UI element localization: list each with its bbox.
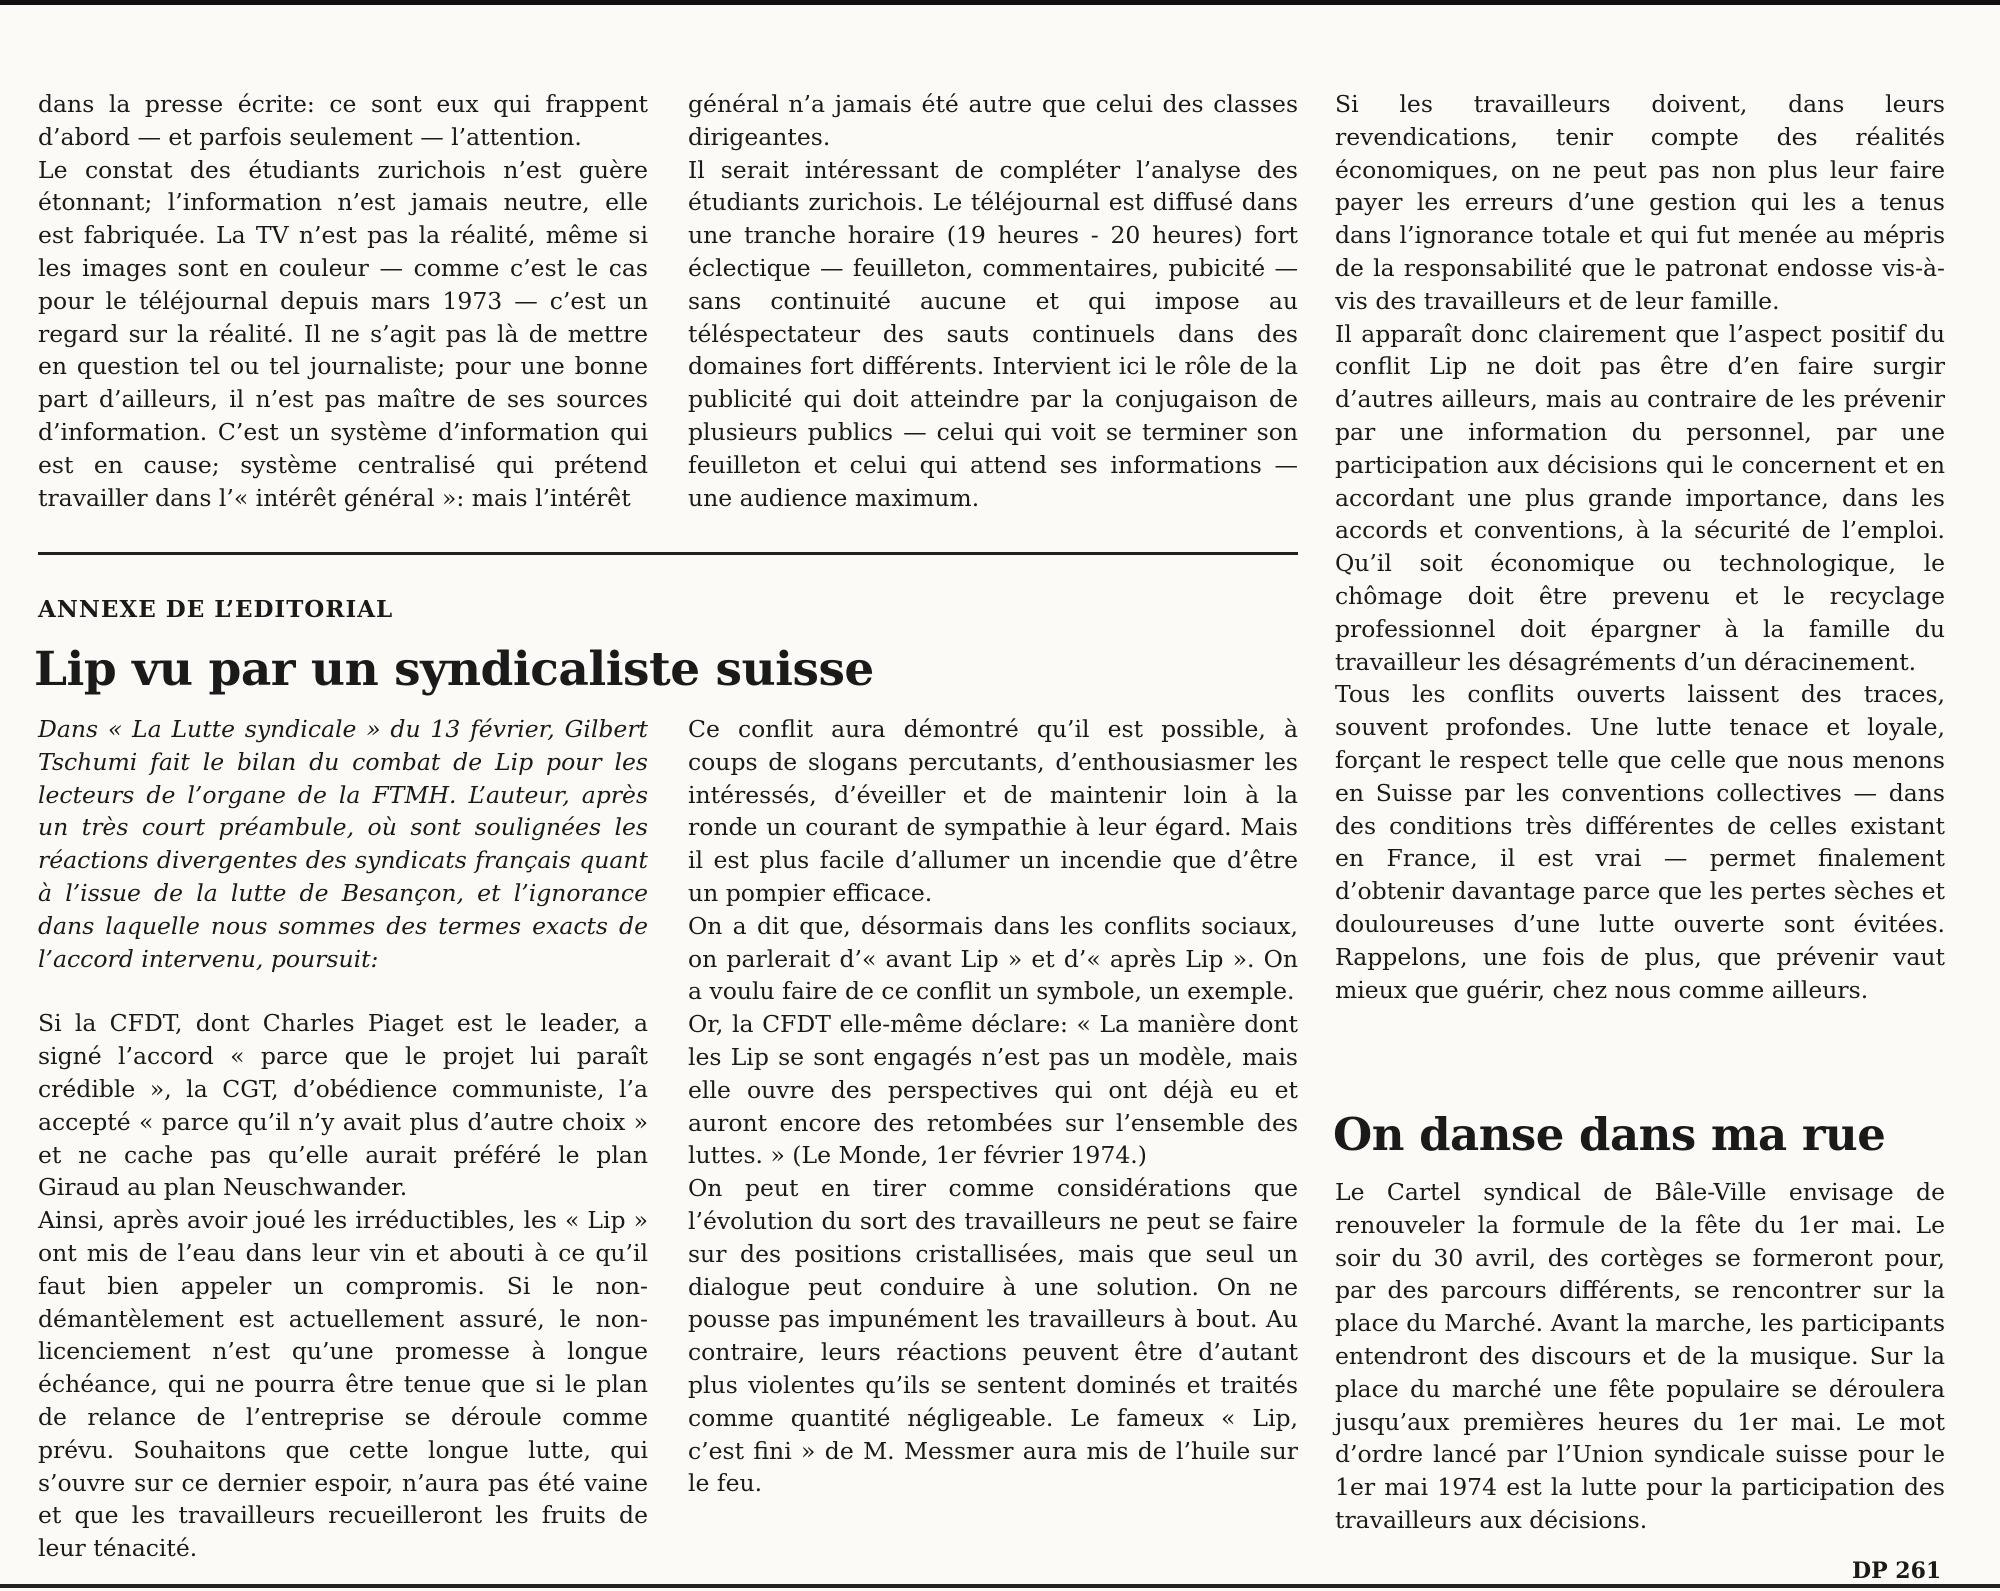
article2-headline: On danse dans ma rue	[1333, 1108, 1886, 1161]
paragraph: Ce conflit aura démontré qu’il est possible, à coups de slogans percutants, d’enthousiasmer les intéressés, d’éveiller et de maintenir loin à la ronde un courant de sympathie à leur égard. Mais il est plus facile d’allumer un incendie que d’être un pompier efficace.	[688, 715, 1298, 907]
prev-article-column-1	[38, 88, 648, 514]
article-column-2	[688, 713, 1298, 1500]
paragraph: Il serait intéressant de compléter l’analyse des étudiants zurichois. Le téléjournal est diffusé dans une tranche horaire (19 heures - 20 heures) fort éclectique — feuilleton, commentaires, pubicité — sans continuité aucune et qui impose au téléspectateur des sauts continuels dans des domaines fort différents. Intervient ici le rôle de la publicité qui doit atteindre par la conjugaison de plusieurs publics — celui qui voit se terminer son feuilleton et celui qui attend ses informations — une audience maximum.	[688, 155, 1298, 512]
prev-article-column-2	[688, 88, 1298, 514]
paragraph: Ainsi, après avoir joué les irréductibles, les « Lip » ont mis de l’eau dans leur vin et abouti à ce qu’il faut bien appeler un compromis. Si le non-démantèlement est actuellement assuré, le non-licenciement n’est qu’une promesse à longue échéance, qui ne pourra être tenue que si le plan de relance de l’entreprise se déroule comme prévu. Souhaitons que cette longue lutte, qui s’ouvre sur ce dernier espoir, n’aura pas été vaine et que les travailleurs recueilleront les fruits de leur ténacité.	[38, 1206, 648, 1563]
top-rule	[0, 0, 2000, 5]
paragraph: On peut en tirer comme considérations que l’évolution du sort des travailleurs ne peut se faire sur des positions cristallisées, mais que seul un dialogue peut conduire à une solution. On ne pousse pas impunément les travailleurs à bout. Au contraire, leurs réactions peuvent être d’autant plus violentes qu’ils se sentent dominés et traités comme quantité négligeable. Le fameux « Lip, c’est fini » de M. Messmer aura mis de l’huile sur le feu.	[688, 1174, 1298, 1498]
article2-body	[1335, 1176, 1945, 1537]
paragraph: Le constat des étudiants zurichois n’est guère étonnant; l’information n’est jamais neutre, elle est fabriquée. La TV n’est pas la réalité, même si les images sont en couleur — comme c’est le cas pour le téléjournal depuis mars 1973 — c’est un regard sur la réalité. Il ne s’agit pas là de mettre en question tel ou tel journaliste; pour une bonne part d’ailleurs, il n’est pas maître de ses sources d’information. C’est un système d’information qui est en cause; système centralisé qui prétend travailler dans l’« intérêt général »: mais l’intérêt	[38, 155, 648, 512]
paragraph: Le Cartel syndical de Bâle-Ville envisage de renouveler la formule de la fête du 1er mai. Le soir du 30 avril, des cortèges se formeront pour, par des parcours différents, se rencontrer sur la place du Marché. Avant la marche, les participants entendront des discours et de la musique. Sur la place du marché une fête populaire se déroulera jusqu’aux premières heures du 1er mai. Le mot d’ordre lancé par l’Union syndicale suisse pour le 1er mai 1974 est la lutte pour la participation des travailleurs aux décisions.	[1335, 1178, 1945, 1534]
paragraph: Si la CFDT, dont Charles Piaget est le leader, a signé l’accord « parce que le projet lui paraît crédible », la CGT, d’obédience communiste, l’a accepté « parce qu’il n’y avait plus d’autre choix » et ne cache pas qu’elle aurait préféré le plan Giraud au plan Neuschwander.	[38, 1009, 648, 1202]
article-column-1	[38, 713, 648, 1565]
paragraph: Or, la CFDT elle-même déclare: « La manière dont les Lip se sont engagés n’est pas un modèle, mais elle ouvre des perspectives qui ont déjà eu et auront encore des retombées sur l’ensemble des luttes. » (Le Monde, 1er février 1974.)	[688, 1010, 1298, 1170]
article-column-3	[1335, 88, 1945, 1006]
article-headline: Lip vu par un syndicaliste suisse	[34, 642, 874, 697]
paragraph: On a dit que, désormais dans les conflits sociaux, on parlerait d’« avant Lip » et d’« après Lip ». On a voulu faire de ce conflit un symbole, un exemple.	[688, 911, 1298, 1006]
section-divider	[38, 552, 1298, 555]
paragraph: Si les travailleurs doivent, dans leurs revendications, tenir compte des réalités économiques, on ne peut pas non plus leur faire payer les erreurs d’une gestion qui les a tenus dans l’ignorance totale et qui fut menée au mépris de la responsabilité que le patronat endosse vis-à-vis des travailleurs et de leur famille.	[1335, 90, 1945, 315]
paragraph: Tous les conflits ouverts laissent des traces, souvent profondes. Une lutte tenace et loyale, forçant le respect telle que celle que nous menons en Suisse par les conventions collectives — dans des conditions très différentes de celles existant en France, il est vrai — permet finalement d’obtenir davantage parce que les pertes sèches et douloureuses d’une lutte ouverte sont évitées. Rappelons, une fois de plus, que prévenir vaut mieux que guérir, chez nous comme ailleurs.	[1335, 680, 1945, 1004]
article-intro: Dans « La Lutte syndicale » du 13 février, Gilbert Tschumi fait le bilan du combat de Lip pour les lecteurs de l’organe de la FTMH. L’auteur, après un très court préambule, où sont soulignées les réactions divergentes des syndicats français quant à l’issue de la lutte de Besançon, et l’ignorance dans laquelle nous sommes des termes exacts de l’accord intervenu, poursuit:	[38, 715, 648, 973]
section-kicker: ANNEXE DE L’EDITORIAL	[38, 596, 394, 623]
paragraph: général n’a jamais été autre que celui des classes dirigeantes.	[688, 90, 1298, 151]
paragraph: dans la presse écrite: ce sont eux qui frappent d’abord — et parfois seulement — l’attention.	[38, 90, 648, 151]
paragraph: Il apparaît donc clairement que l’aspect positif du conflit Lip ne doit pas être d’en faire surgir d’autres ailleurs, mais au contraire de les prévenir par une information du personnel, par une participation aux décisions qui le concernent et en accordant une plus grande importance, dans les accords et conventions, à la sécurité de l’emploi. Qu’il soit économique ou technologique, le chômage doit être prevenu et le recyclage professionnel doit épargner à la famille du travailleur les désagréments d’un déracinement.	[1335, 319, 1945, 676]
page-folio: DP 261	[1852, 1558, 1942, 1584]
bottom-rule	[0, 1584, 2000, 1588]
